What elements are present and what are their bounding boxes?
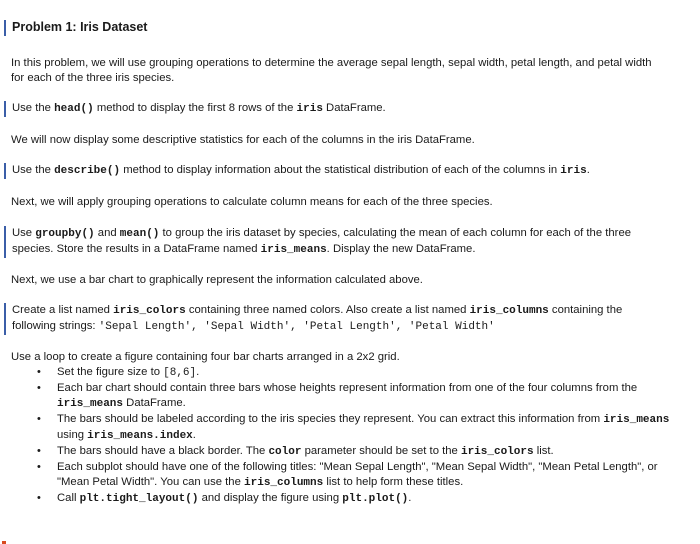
bullet-icon: • [37,382,41,394]
bullet-text-2: using [57,429,88,441]
colors-task-block [4,303,652,335]
list-item [11,381,671,412]
iris-means-code: iris_means [57,398,124,410]
bullet-text: The bars should have a black border. The [57,445,269,457]
bullet-text: Set the figure size to [57,366,164,378]
requirements-list [11,365,671,507]
list-item [11,412,671,444]
iris-means-code: iris_means [260,244,327,256]
group-task-text-2: and [94,227,120,239]
figsize-code: [8,6] [163,367,197,379]
describe-task-text-3: . [586,164,590,176]
list-item [11,491,671,507]
describe-task-text-2: method to display information about the statistical distribution of each of the columns in [120,164,561,176]
describe-note: We will now display some descriptive statistics for each of the columns in the iris DataFrame. [11,134,475,146]
iris-columns-code: iris_columns [469,305,549,317]
head-task-text-2: method to display the first 8 rows of the [93,102,297,114]
bullet-text: Each bar chart should contain three bars whose heights represent information from one of the four columns from the [57,382,638,394]
head-method-code: head() [54,103,94,115]
list-item [11,444,671,460]
iris-means-index-code: iris_means.index [87,430,193,442]
bullet-text-end: . [192,429,196,441]
bullet-text: Each subplot should have one of the following titles: "Mean Sepal Length", "Mean Sepal Width", "Mean Petal Length", or "Mean Petal Width". You can use the [57,461,658,488]
problem-title-block [4,20,147,36]
colors-task-text: Create a list named [12,304,114,316]
bullet-text: Call [57,492,80,504]
group-task-text-3: to group the iris dataset by species, calculating the mean of each column for each of the three species. Store the results in a DataFrame named [12,227,632,255]
color-param-code: color [268,446,302,458]
bullet-text-end: . [408,492,412,504]
plt-plot-code: plt.plot() [342,493,409,505]
mean-code: mean() [119,228,160,240]
iris-code-2: iris [560,165,587,177]
head-task-text: Use the [12,102,55,114]
loop-intro: Use a loop to create a figure containing four bar charts arranged in a 2x2 grid. [11,351,400,363]
group-task-text-4: . Display the new DataFrame. [326,243,476,255]
column-strings-code: 'Sepal Length', 'Sepal Width', 'Petal Length', 'Petal Width' [98,321,495,333]
describe-method-code: describe() [54,165,121,177]
bullet-text-end: . [196,366,200,378]
bullet-icon: • [37,445,41,457]
loop-section [11,350,671,507]
bullet-text: The bars should be labeled according to the iris species they represent. You can extract this information from [57,413,604,425]
head-task-block [4,101,652,117]
iris-means-code: iris_means [603,414,670,426]
list-item [11,365,671,381]
groupby-code: groupby() [35,228,95,240]
iris-columns-code: iris_columns [244,477,324,489]
bullet-text-2: parameter should be set to the [301,445,461,457]
bullet-text-end: list to help form these titles. [323,476,464,488]
group-task-text: Use [12,227,36,239]
describe-task-text: Use the [12,164,55,176]
bar-chart-note: Next, we use a bar chart to graphically represent the information calculated above. [11,274,423,286]
head-task-text-3: DataFrame. [322,102,386,114]
bullet-icon: • [37,492,41,504]
intro-paragraph: In this problem, we will use grouping operations to determine the average sepal length, sepal width, petal length, and petal width for each of the three iris species. [11,57,652,84]
tight-layout-code: plt.tight_layout() [79,493,199,505]
bullet-icon: • [37,413,41,425]
iris-colors-code: iris_colors [113,305,186,317]
group-note: Next, we will apply grouping operations to calculate column means for each of the three species. [11,196,493,208]
page-title: Problem 1: Iris Dataset [12,20,148,34]
list-item [11,460,671,491]
bullet-icon: • [37,366,41,378]
iris-colors-code: iris_colors [460,446,534,458]
bullet-text-end: list. [533,445,554,457]
bullet-text-2: and display the figure using [198,492,343,504]
bullet-text-end: DataFrame. [123,397,186,409]
iris-code: iris [296,103,323,115]
describe-task-block [4,163,672,179]
colors-task-text-2: containing three named colors. Also create a list named [185,304,470,316]
group-task-block [4,226,652,258]
bullet-icon: • [37,461,41,473]
colors-task-text-3: containing the following strings: [12,304,623,332]
